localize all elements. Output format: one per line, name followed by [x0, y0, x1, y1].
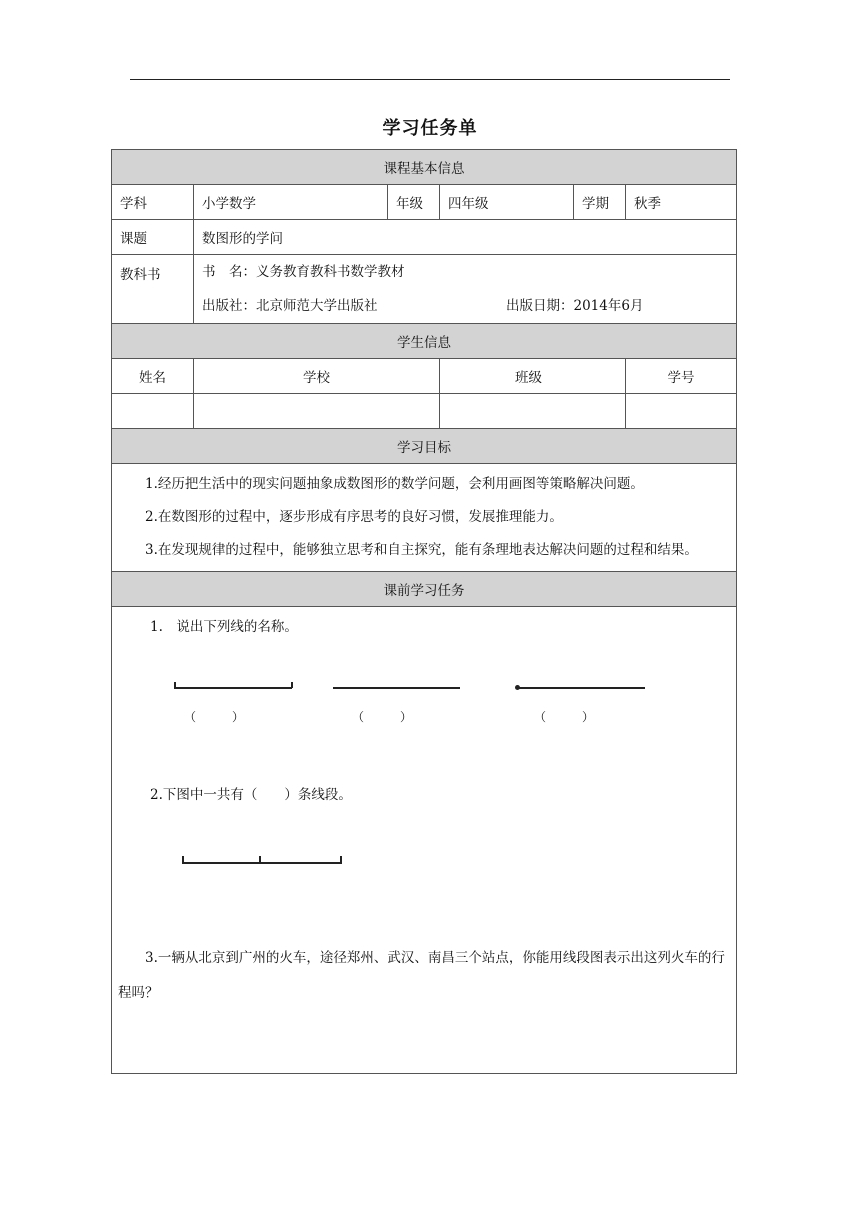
task-sheet-table	[111, 149, 737, 1074]
segment-figure	[174, 687, 292, 689]
term-value: 秋季	[626, 185, 737, 220]
document-title: 学习任务单	[382, 118, 478, 139]
publication-date: 出版日期：2014年6月	[506, 298, 644, 314]
goal-item: 1.经历把生活中的现实问题抽象成数图形的数学问题，会利用画图等策略解决问题。	[145, 476, 644, 492]
course-info-heading: 课程基本信息	[112, 150, 737, 185]
student-id-column-header: 学号	[626, 359, 737, 394]
student-info-heading: 学生信息	[112, 324, 737, 359]
segment-mid-tick	[259, 856, 261, 863]
ray-figure	[517, 687, 645, 689]
tasks-header-row	[112, 572, 737, 607]
segment-end-tick	[291, 682, 293, 688]
student-columns-row	[112, 359, 737, 394]
divided-segment-figure	[182, 862, 342, 864]
class-field[interactable]	[440, 394, 626, 429]
question-3: 3.一辆从北京到广州的火车，途径郑州、武汉、南昌三个站点，你能用线段图表示出这列火车的行程吗？	[118, 950, 725, 1001]
topic-label: 课题	[112, 220, 194, 255]
school-field[interactable]	[194, 394, 440, 429]
line-figure	[333, 687, 460, 689]
term-label: 学期	[574, 185, 626, 220]
topic-value: 数图形的学问	[194, 220, 737, 255]
goals-header-row	[112, 429, 737, 464]
publisher: 出版社：北京师范大学出版社	[202, 298, 378, 314]
ray-endpoint-dot	[515, 685, 520, 690]
goals-row	[112, 464, 737, 572]
student-id-field[interactable]	[626, 394, 737, 429]
segment-end-tick	[340, 856, 342, 863]
segment-end-tick	[174, 682, 176, 688]
tasks-row	[112, 607, 737, 1074]
class-column-header: 班级	[440, 359, 626, 394]
goals-heading: 学习目标	[112, 429, 737, 464]
tasks-content	[112, 607, 737, 1074]
segment-end-tick	[182, 856, 184, 863]
textbook-label: 教科书	[112, 255, 194, 324]
question-1: 1. 说出下列线的名称。	[150, 619, 298, 635]
grade-value: 四年级	[440, 185, 574, 220]
tasks-heading: 课前学习任务	[112, 572, 737, 607]
answer-blank[interactable]: （ ）	[352, 710, 413, 724]
name-field[interactable]	[112, 394, 194, 429]
publisher-line	[194, 289, 736, 323]
goals-content	[112, 464, 737, 572]
course-info-header-row	[112, 150, 737, 185]
grade-label: 年级	[388, 185, 440, 220]
goal-item: 2.在数图形的过程中，逐步形成有序思考的良好习惯，发展推理能力。	[145, 509, 563, 525]
goal-item: 3.在发现规律的过程中，能够独立思考和自主探究，能有条理地表达解决问题的过程和结果。	[145, 542, 698, 558]
textbook-detail	[194, 255, 737, 324]
question-2: 2.下图中一共有（ ）条线段。	[150, 787, 352, 803]
student-entry-row	[112, 394, 737, 429]
topic-row	[112, 220, 737, 255]
subject-row	[112, 185, 737, 220]
school-column-header: 学校	[194, 359, 440, 394]
subject-value: 小学数学	[194, 185, 388, 220]
answer-blank[interactable]: （ ）	[534, 710, 595, 724]
book-name: 书 名：义务教育教科书数学教材	[202, 264, 405, 280]
answer-blank[interactable]: （ ）	[184, 710, 245, 724]
student-info-header-row	[112, 324, 737, 359]
name-column-header: 姓名	[112, 359, 194, 394]
textbook-row	[112, 255, 737, 324]
subject-label: 学科	[112, 185, 194, 220]
header-rule	[130, 79, 730, 80]
